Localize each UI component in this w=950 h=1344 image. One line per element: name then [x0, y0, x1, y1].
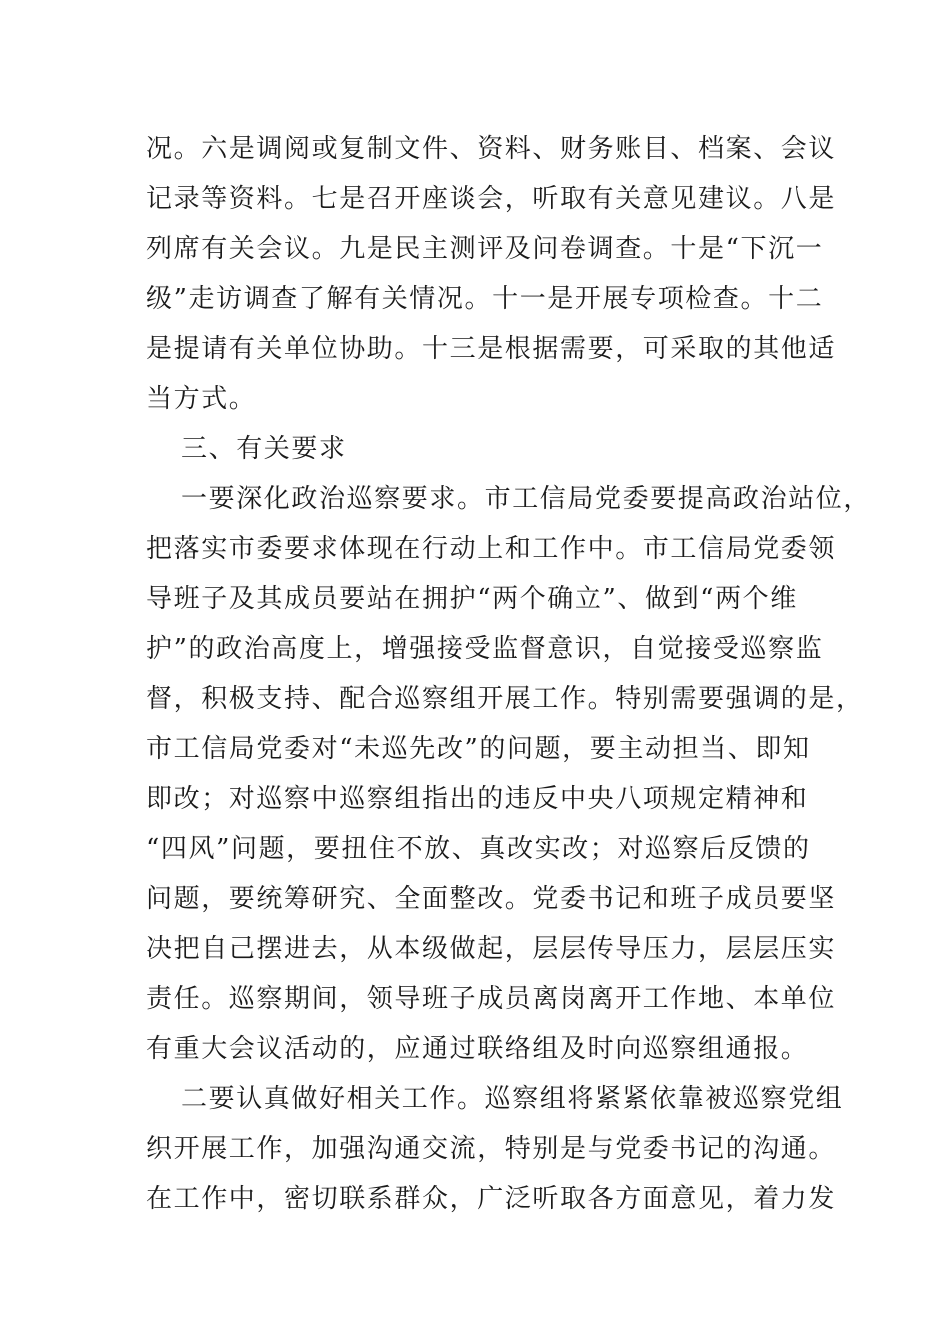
paragraph-start-line: 一要深化政治巡察要求。市工信局党委要提高政治站位，: [181, 484, 872, 514]
text-line: 市工信局党委对“未巡先改”的问题，要主动担当、即知: [146, 734, 811, 764]
text-line: 有重大会议活动的，应通过联络组及时向巡察组通报。: [146, 1034, 809, 1064]
text-line: 护”的政治高度上，增强接受监督意识，自觉接受巡察监: [146, 634, 824, 664]
text-line: 问题，要统筹研究、全面整改。党委书记和班子成员要坚: [146, 884, 837, 914]
text-line: 况。六是调阅或复制文件、资料、财务账目、档案、会议: [146, 134, 837, 164]
text-line: “四风”问题，要扭住不放、真改实改；对巡察后反馈的: [146, 834, 811, 864]
text-line: 当方式。: [146, 384, 257, 414]
text-line: 督，积极支持、配合巡察组开展工作。特别需要强调的是，: [146, 684, 864, 714]
paragraph-start-line: 二要认真做好相关工作。巡察组将紧紧依靠被巡察党组: [181, 1084, 844, 1114]
text-line: 在工作中，密切联系群众，广泛听取各方面意见，着力发: [146, 1184, 837, 1214]
text-line: 导班子及其成员要站在拥护“两个确立”、做到“两个维: [146, 584, 798, 614]
section-heading: 三、有关要求: [181, 434, 347, 464]
text-line: 决把自己摆进去，从本级做起，层层传导压力，层层压实: [146, 934, 837, 964]
text-line: 记录等资料。七是召开座谈会，听取有关意见建议。八是: [146, 184, 837, 214]
text-line: 把落实市委要求体现在行动上和工作中。市工信局党委领: [146, 534, 837, 564]
text-line: 列席有关会议。九是民主测评及问卷调查。十是“下沉一: [146, 234, 824, 264]
text-line: 织开展工作，加强沟通交流，特别是与党委书记的沟通。: [146, 1134, 837, 1164]
text-line: 即改；对巡察中巡察组指出的违反中央八项规定精神和: [146, 784, 809, 814]
text-line: 级”走访调查了解有关情况。十一是开展专项检查。十二: [146, 284, 824, 314]
text-line: 是提请有关单位协助。十三是根据需要，可采取的其他适: [146, 334, 837, 364]
text-line: 责任。巡察期间，领导班子成员离岗离开工作地、本单位: [146, 984, 837, 1014]
